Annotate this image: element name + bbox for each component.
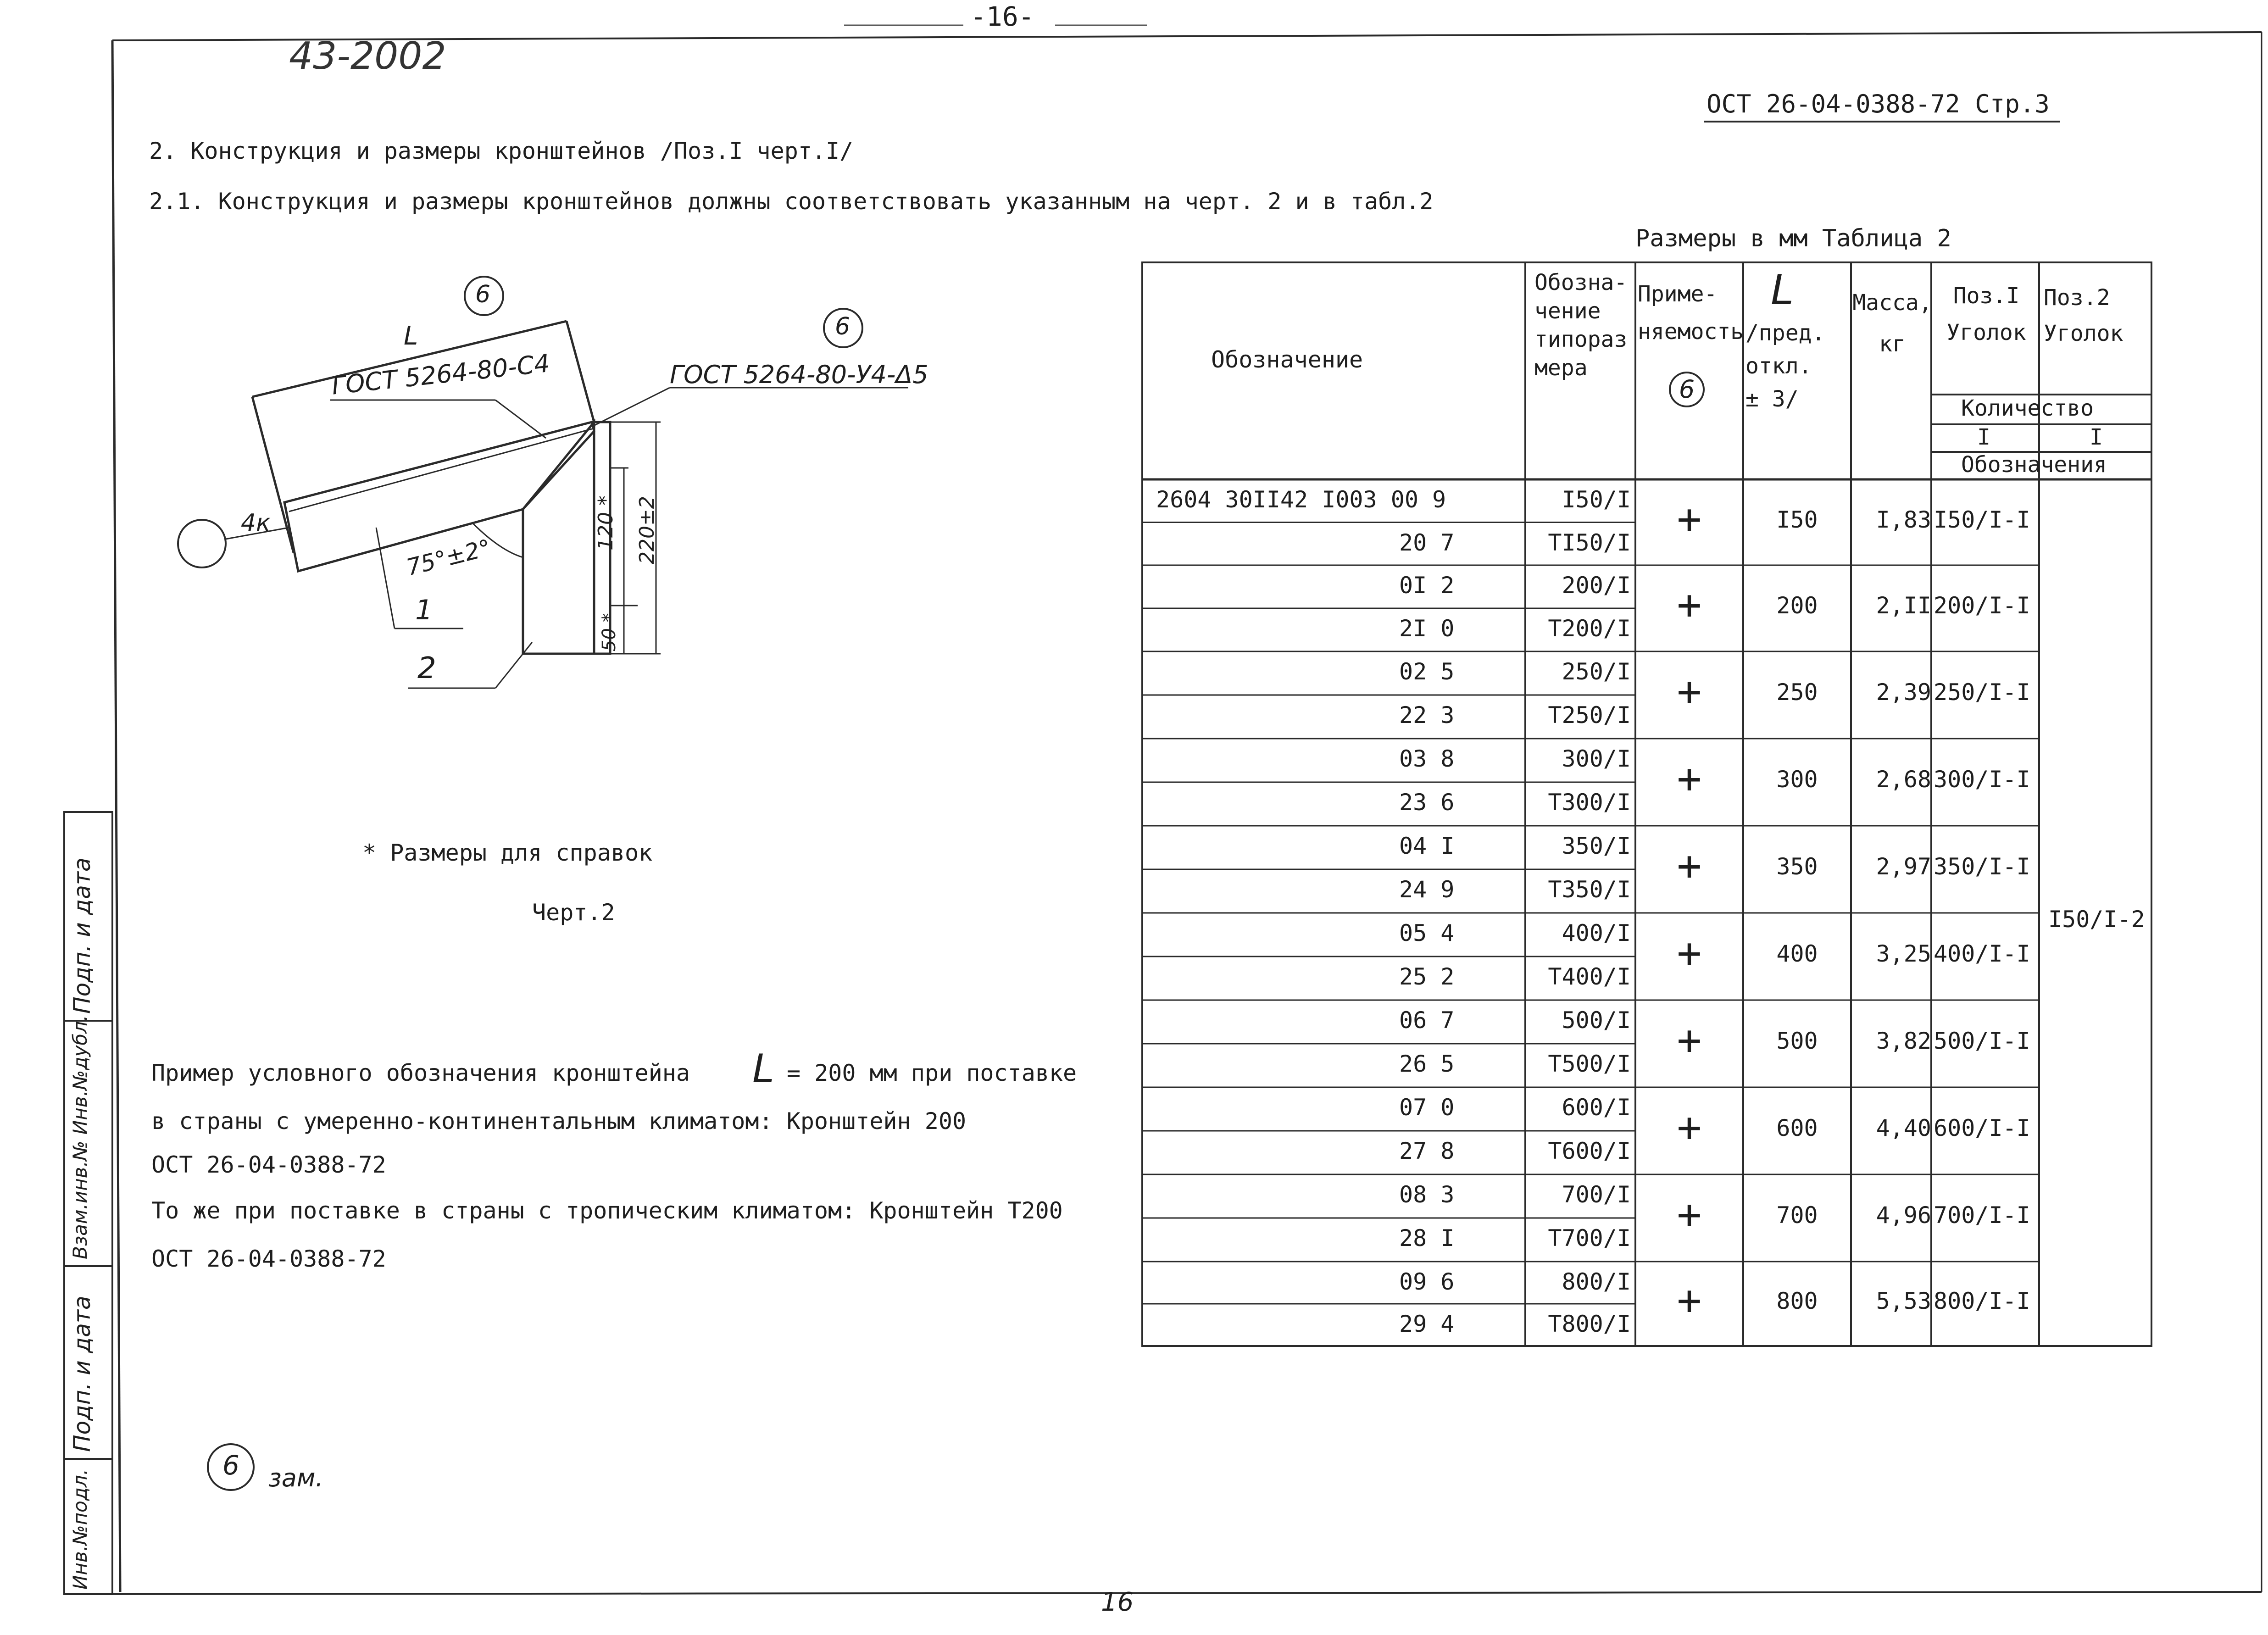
row-mass: I,83 [1876,506,1931,533]
row-applicability: + [1677,495,1702,543]
row-type-size: 700/I [1562,1181,1631,1208]
row-pos1: 200/I-I [1934,592,2030,619]
row-type-size-tropical: T600/I [1548,1138,1631,1164]
angle-label: 75°±2° [404,534,494,581]
label-4k: 4к [241,509,271,537]
row-code-sub: 20 7 [1399,529,1455,556]
row-mass: 4,96 [1876,1202,1931,1229]
header-qty-1: I [1977,424,1990,450]
row-length: 500 [1776,1028,1818,1054]
bottom-mark: 16 [1101,1587,1134,1617]
header-type-size [1534,268,1627,382]
header-length-l3: ± 3/ [1745,386,1799,412]
row-type-size-tropical: T400/I [1548,963,1631,990]
header-mass-l1: Масса, [1852,290,1932,316]
header-mass-l2: кг [1879,331,1906,357]
row-mass: 3,25 [1876,940,1931,967]
dim-l-label: L [404,321,418,351]
row-pos1: 800/I-I [1934,1288,2030,1314]
row-mass: 2,97 [1876,853,1931,880]
reference-note: * Размеры для справок [362,840,653,866]
header-mass [1849,282,1936,365]
header-applicability-circle: 6 [1669,372,1705,407]
position-2-label: 2 [417,651,436,685]
header-pos2-l1: Поз.2 [2044,285,2110,311]
header-type-size-l4: мера [1534,355,1588,381]
row-pos1: 600/I-I [1934,1115,2030,1141]
row-applicability: + [1677,1016,1702,1064]
row-applicability: + [1677,755,1702,803]
row-length: 400 [1776,940,1818,967]
row-pos1: 400/I-I [1934,940,2030,967]
header-quantity: Количество [1961,395,2094,421]
header-applicability-l2: няемость [1638,319,1744,345]
row-pos1: 500/I-I [1934,1028,2030,1054]
row-code-sub: 29 4 [1399,1311,1455,1337]
row-applicability: + [1677,1276,1702,1324]
example-line-5: ОСТ 26-04-0388-72 [151,1246,386,1272]
row-length: 700 [1776,1202,1818,1229]
row-code: 09 6 [1399,1268,1455,1295]
row-pos1: 300/I-I [1934,766,2030,793]
dim-120-label: 120 * [594,495,617,551]
row-code-sub: 22 3 [1399,702,1455,729]
row-type-size: 200/I [1562,572,1631,599]
stamp-inventory-original: Инв.№подл. [69,1468,91,1590]
pos2-value: I50/I-2 [2048,906,2145,933]
example-line-3: ОСТ 26-04-0388-72 [151,1151,386,1178]
stamp-inventory-replace: Взам.инв.№ Инв.№дубл. [69,1015,91,1259]
header-pos2-l2: Уголок [2044,321,2123,346]
section-2-heading: 2. Конструкция и размеры кронштейнов /Поз.I черт.I/ [149,138,854,164]
row-type-size-tropical: T200/I [1548,615,1631,642]
row-type-size: 250/I [1562,658,1631,685]
row-code-sub: 26 5 [1399,1051,1455,1077]
table-caption: Размеры в мм Таблица 2 [1635,225,1951,252]
row-code: 08 3 [1399,1181,1455,1208]
row-code-sub: 27 8 [1399,1138,1455,1164]
example-line-2: в страны с умеренно-континентальным климатом: Кронштейн 200 [151,1108,967,1134]
weld-symbol-2: ГОСТ 5264-80-У4-Δ5 [670,360,928,389]
row-length: 250 [1776,679,1818,706]
stamp-sign-date-2: Подп. и дата [69,1296,95,1452]
header-pos1-l2: Уголок [1946,320,2026,345]
row-type-size: 500/I [1562,1007,1631,1034]
row-type-size: 800/I [1562,1268,1631,1295]
row-code-sub: 24 9 [1399,876,1455,903]
row-type-size: 400/I [1562,920,1631,946]
row-code-sub: 25 2 [1399,963,1455,990]
row-mass: 2,II [1876,592,1931,619]
row-code: 05 4 [1399,920,1455,946]
bracket-drawing [178,277,908,688]
row-code: 04 I [1399,833,1455,859]
row-mass: 2,68 [1876,766,1931,793]
row-code: 06 7 [1399,1007,1455,1034]
row-length: 600 [1776,1115,1818,1141]
row-length: 350 [1776,853,1818,880]
figure-caption: Черт.2 [532,899,615,926]
change-circle-number: 6 [222,1450,239,1481]
row-type-size-tropical: T500/I [1548,1051,1631,1077]
header-length-l2: откл. [1745,353,1812,379]
header-qty-2: I [2090,424,2103,450]
header-length [1745,317,1825,416]
row-pos1: 350/I-I [1934,853,2030,880]
row-applicability: + [1677,842,1702,890]
row-type-size: I50/I [1562,486,1631,513]
header-length-symbol: L [1771,266,1794,314]
row-type-size-tropical: T300/I [1548,789,1631,816]
page-number: -16- [970,1,1034,32]
header-type-size-l3: типораз [1534,327,1628,352]
header-designations: Обозначения [1961,452,2107,478]
stamp-sign-date-1: Подп. и дата [69,857,95,1014]
row-code: 02 5 [1399,658,1455,685]
header-type-size-l2: чение [1534,298,1601,324]
row-type-size-tropical: TI50/I [1548,529,1631,556]
dim-50-label: 50 * [599,613,620,651]
row-type-size-tropical: T350/I [1548,876,1631,903]
row-code-sub: 28 I [1399,1225,1455,1251]
row-code-sub: 23 6 [1399,789,1455,816]
row-applicability: + [1677,581,1702,629]
circle-6-label-b: 6 [835,313,850,340]
row-length: 800 [1776,1288,1818,1314]
row-mass: 2,39 [1876,679,1931,706]
row-applicability: + [1677,1190,1702,1239]
header-pos1 [1940,278,2032,351]
header-type-size-l1: Обозна- [1534,270,1628,295]
position-1-label: 1 [415,594,433,626]
row-type-size: 300/I [1562,745,1631,772]
row-code: 03 8 [1399,745,1455,772]
row-code: 0I 2 [1399,572,1455,599]
header-applicability-l1: Приме- [1638,281,1718,307]
table-grid [1142,262,2151,1346]
row-code: 2604 30II42 I003 00 9 [1156,486,1446,513]
row-type-size-tropical: T800/I [1548,1311,1631,1337]
row-pos1: 250/I-I [1934,679,2030,706]
row-type-size-tropical: T250/I [1548,702,1631,729]
row-length: 200 [1776,592,1818,619]
row-type-size-tropical: T700/I [1548,1225,1631,1251]
row-applicability: + [1677,667,1702,716]
row-length: I50 [1776,506,1818,533]
section-2-1-text: 2.1. Конструкция и размеры кронштейнов должны соответствовать указанным на черт. 2 и в табл.2 [149,188,1434,215]
header-applicability [1638,275,1744,350]
handwritten-stamp: 43-2002 [289,34,446,78]
header-designation: Обозначение [1211,346,1363,373]
row-code-sub: 2I 0 [1399,615,1455,642]
row-type-size: 350/I [1562,833,1631,859]
row-pos1: 700/I-I [1934,1202,2030,1229]
header-pos2 [2044,280,2123,351]
row-type-size: 600/I [1562,1094,1631,1121]
row-mass: 3,82 [1876,1028,1931,1054]
row-mass: 5,53 [1876,1288,1931,1314]
example-length-symbol: L [752,1046,774,1092]
row-code: 07 0 [1399,1094,1455,1121]
row-applicability: + [1677,929,1702,977]
example-line-1a: Пример условного обозначения кронштейна [151,1060,690,1086]
example-line-4: То же при поставке в страны с тропическим климатом: Кронштейн Т200 [151,1197,1063,1224]
row-applicability: + [1677,1103,1702,1151]
doc-code: ОСТ 26-04-0388-72 Стр.3 [1707,89,2050,118]
change-note-text: зам. [268,1463,323,1492]
circle-6-label-a: 6 [475,281,491,308]
row-pos1: I50/I-I [1934,506,2030,533]
row-length: 300 [1776,766,1818,793]
row-mass: 4,40 [1876,1115,1931,1141]
weld-symbol-1: ГОСТ 5264-80-С4 [330,349,551,400]
header-pos1-l1: Поз.I [1953,283,2020,309]
dim-220-label: 220±2 [635,496,659,564]
header-length-l1: /пред. [1745,320,1825,346]
example-line-1b: = 200 мм при поставке [787,1060,1077,1086]
